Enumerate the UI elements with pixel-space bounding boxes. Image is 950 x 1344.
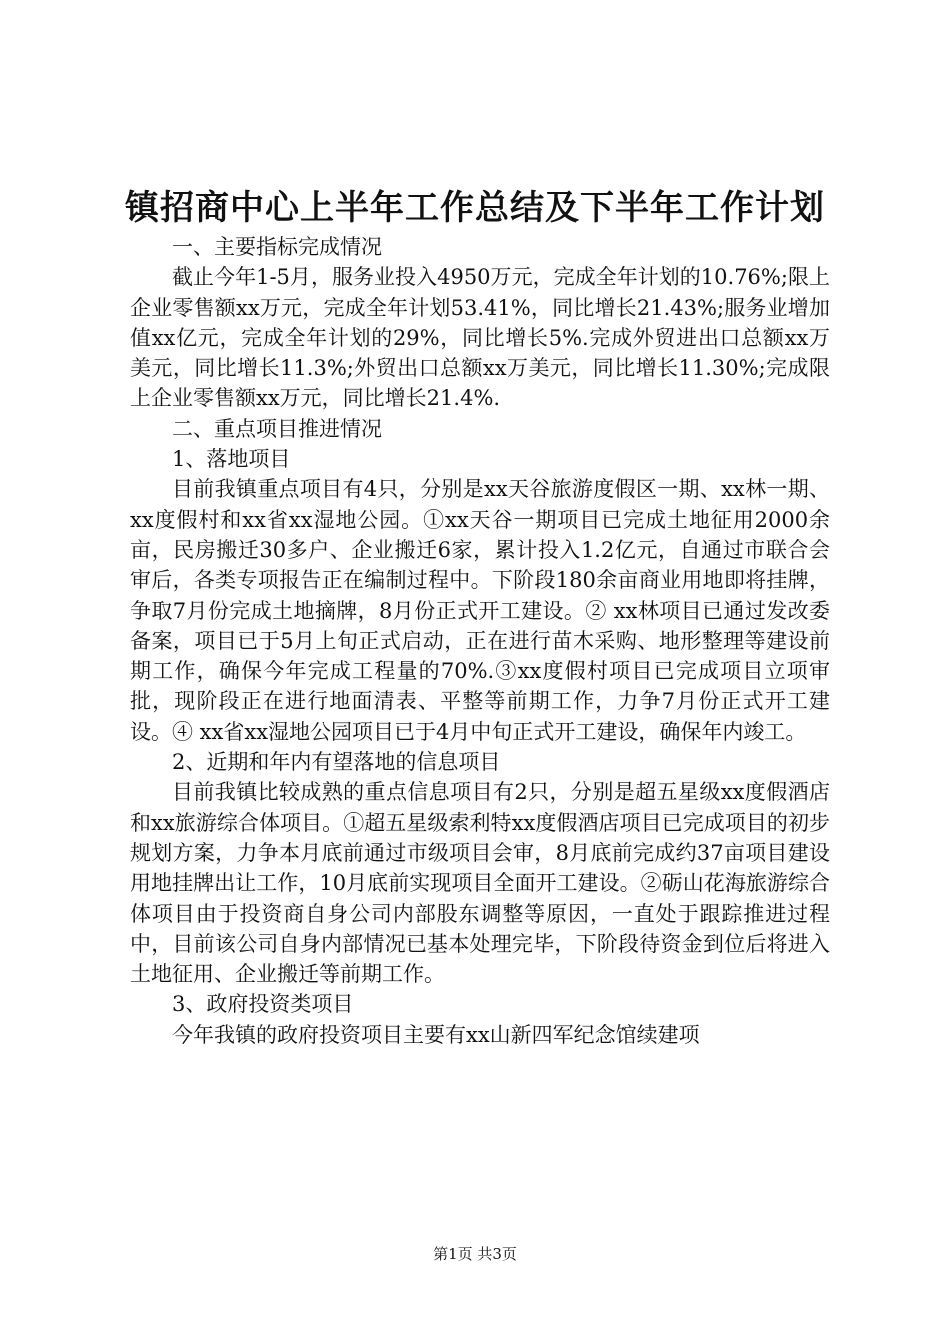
section-heading: 二、重点项目推进情况 <box>172 416 382 441</box>
paragraph: 截止今年1-5月，服务业投入4950万元，完成全年计划的10.76%;限上企业零售额xx万元，完成全年计划53.41%，同比增长21.43%;服务业增加值xx亿元，完成全年计划的29%，同比增长5%.完成外贸进出口总额xx万美元，同比增长11.3%;外贸出口总额xx万美元，同比增长11.30%;完成限上企业零售额xx万元，同比增长21.4%. <box>130 265 830 411</box>
document-body <box>130 232 830 1050</box>
page-number-footer: 第1页 共3页 <box>433 1245 517 1263</box>
paragraph: 今年我镇的政府投资项目主要有xx山新四军纪念馆续建项 <box>172 1022 700 1047</box>
subsection-heading: 1、落地项目 <box>172 447 291 472</box>
subsection-heading: 3、政府投资类项目 <box>172 992 354 1017</box>
paragraph: 目前我镇重点项目有4只，分别是xx天谷旅游度假区一期、xx林一期、xx度假村和xx省xx湿地公园。①xx天谷一期项目已完成土地征用2000余亩，民房搬迁30多户、企业搬迁6家，累计投入1.2亿元，自通过市联合会审后，各类专项报告正在编制过程中。下阶段180余亩商业用地即将挂牌，争取7月份完成土地摘牌，8月份正式开工建设。② xx林项目已通过发改委备案，项目已于5月上旬正式启动，正在进行苗木采购、地形整理等建设前期工作，确保今年完成工程量的70%.③xx度假村项目已完成项目立项审批，现阶段正在进行地面清表、平整等前期工作，力争7月份正式开工建设。④ xx省xx湿地公园项目已于4月中旬正式开工建设，确保年内竣工。 <box>130 477 830 744</box>
paragraph: 目前我镇比较成熟的重点信息项目有2只，分别是超五星级xx度假酒店和xx旅游综合体项目。①超五星级索利特xx度假酒店项目已完成项目的初步规划方案，力争本月底前通过市级项目会审，8月底前完成约37亩项目建设用地挂牌出让工作，10月底前实现项目全面开工建设。②砺山花海旅游综合体项目由于投资商自身公司内部股东调整等原因，一直处于跟踪推进过程中，目前该公司自身内部情况已基本处理完毕，下阶段待资金到位后将进入土地征用、企业搬迁等前期工作。 <box>130 780 830 987</box>
document-title: 镇招商中心上半年工作总结及下半年工作计划 <box>125 188 825 228</box>
section-heading: 一、主要指标完成情况 <box>172 235 382 259</box>
subsection-heading: 2、近期和年内有望落地的信息项目 <box>172 750 501 775</box>
